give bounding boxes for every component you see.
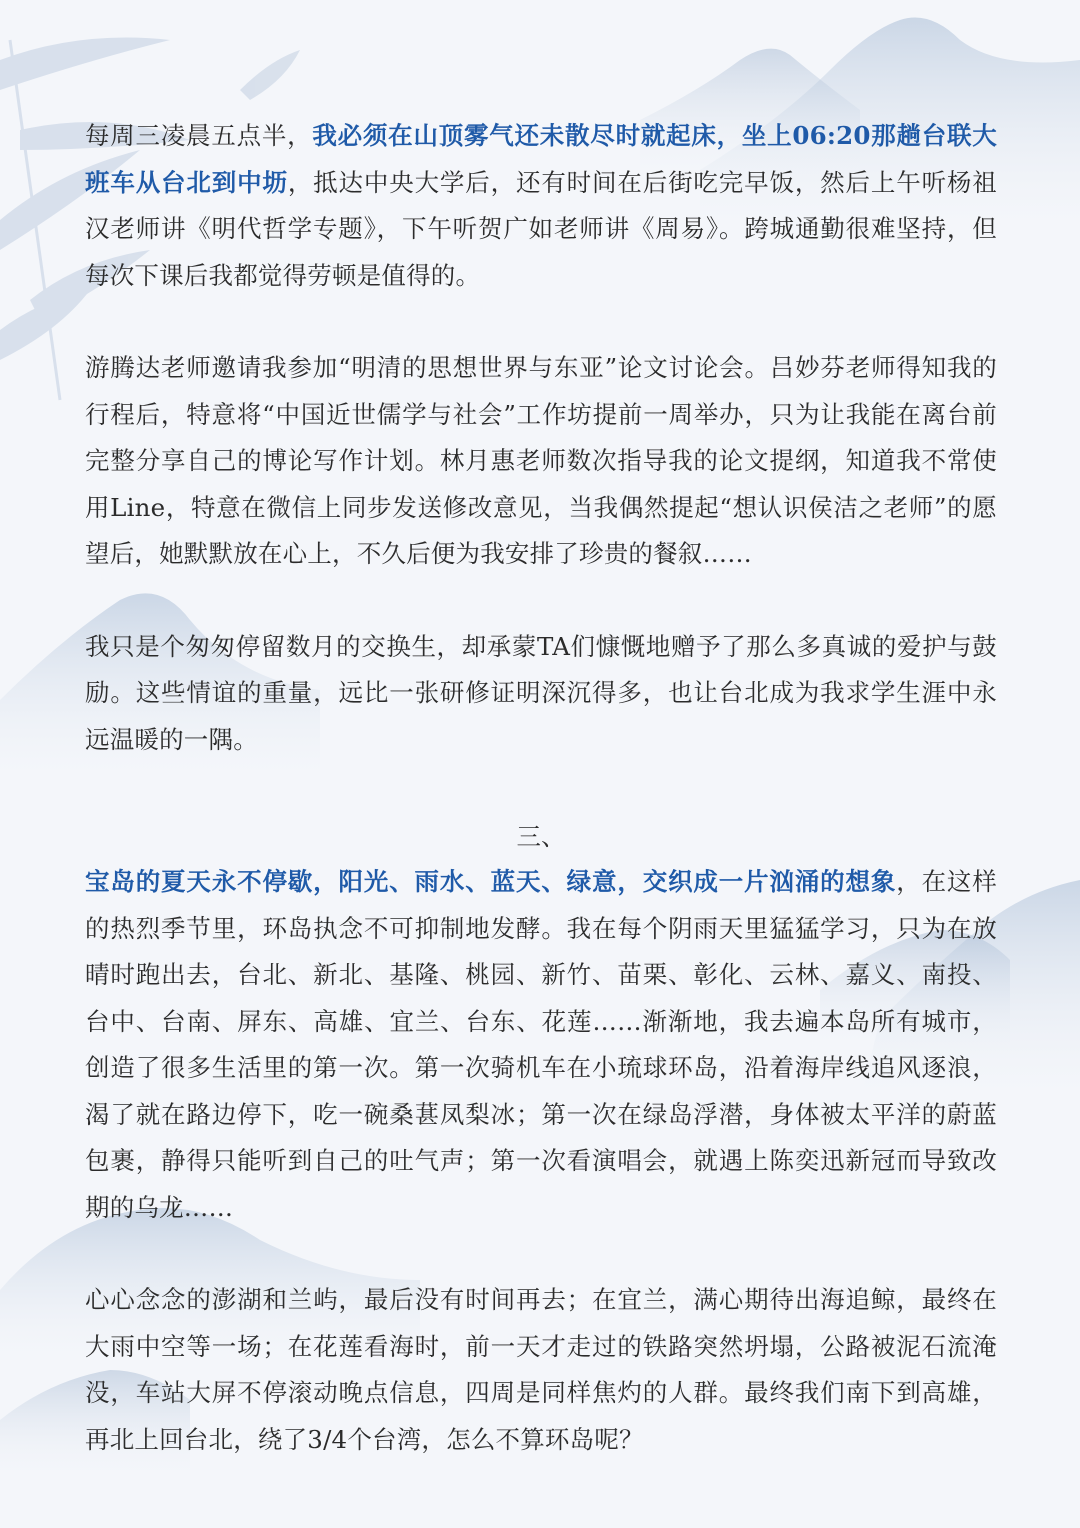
paragraph-round-island: 心心念念的澎湖和兰屿，最后没有时间再去；在宜兰，满心期待出海追鲸，最终在大雨中空等一场；在花莲看海时，前一天才走过的铁路突然坍塌，公路被泥石流淹没，车站大屏不停滚动晚点信息，四周是同样焦灼的人群。最终我们南下到高雄，再北上回台北，绕了3/4个台湾，怎么不算环岛呢？: [85, 1285, 997, 1454]
section-heading: 三、: [516, 822, 566, 851]
highlight-bus-ride: 我必须在山顶雾气还未散尽时就起床，坐上06:20那趟台联大班车从台北到中坜: [85, 121, 997, 197]
paragraph-exchange-student: 我只是个匆匆停留数月的交换生，却承蒙TA们慷慨地赠予了那么多真诚的爱护与鼓励。这些情谊的重量，远比一张研修证明深沉得多，也让台北成为我求学生涯中永远温暖的一隅。: [85, 631, 997, 754]
paragraph-commute: [85, 113, 997, 299]
paragraph-teachers: 游腾达老师邀请我参加“明清的思想世界与东亚”论文讨论会。吕妙芬老师得知我的行程后，特意将“中国近世儒学与社会”工作坊提前一周举办，只为让我能在离台前完整分享自己的博论写作计划。林月惠老师数次指导我的论文提纲，知道我不常使用Line，特意在微信上同步发送修改意见，当我偶然提起“想认识侯洁之老师”的愿望后，她默默放在心上，不久后便为我安排了珍贵的餐叙……: [85, 353, 997, 568]
paragraph-commute-rest: ，抵达中央大学后，还有时间在后街吃完早饭，然后上午听杨祖汉老师讲《明代哲学专题》，下午听贺广如老师讲《周易》。跨城通勤很难坚持，但每次下课后我都觉得劳顿是值得的。: [85, 167, 997, 290]
paragraph-summer-rest: ，在这样的热烈季节里，环岛执念不可抑制地发酵。我在每个阴雨天里猛猛学习，只为在放晴时跑出去，台北、新北、基隆、桃园、新竹、苗栗、彰化、云林、嘉义、南投、台中、台南、屏东、高雄、宜兰、台东、花莲……渐渐地，我去遍本岛所有城市，创造了很多生活里的第一次。第一次骑机车在小琉球环岛，沿着海岸线追风逐浪，渴了就在路边停下，吃一碗桑葚凤梨冰；第一次在绿岛浮潜，身体被太平洋的蔚蓝包裹，静得只能听到自己的吐气声；第一次看演唱会，就遇上陈奕迅新冠而导致改期的乌龙……: [85, 867, 997, 1222]
article-body: [85, 113, 997, 1463]
paragraph-commute-text: 每周三凌晨五点半，: [85, 121, 313, 150]
highlight-summer: 宝岛的夏天永不停歇，阳光、雨水、蓝天、绿意，交织成一片汹涌的想象: [85, 867, 897, 896]
paragraph-summer-island: [85, 859, 997, 1231]
